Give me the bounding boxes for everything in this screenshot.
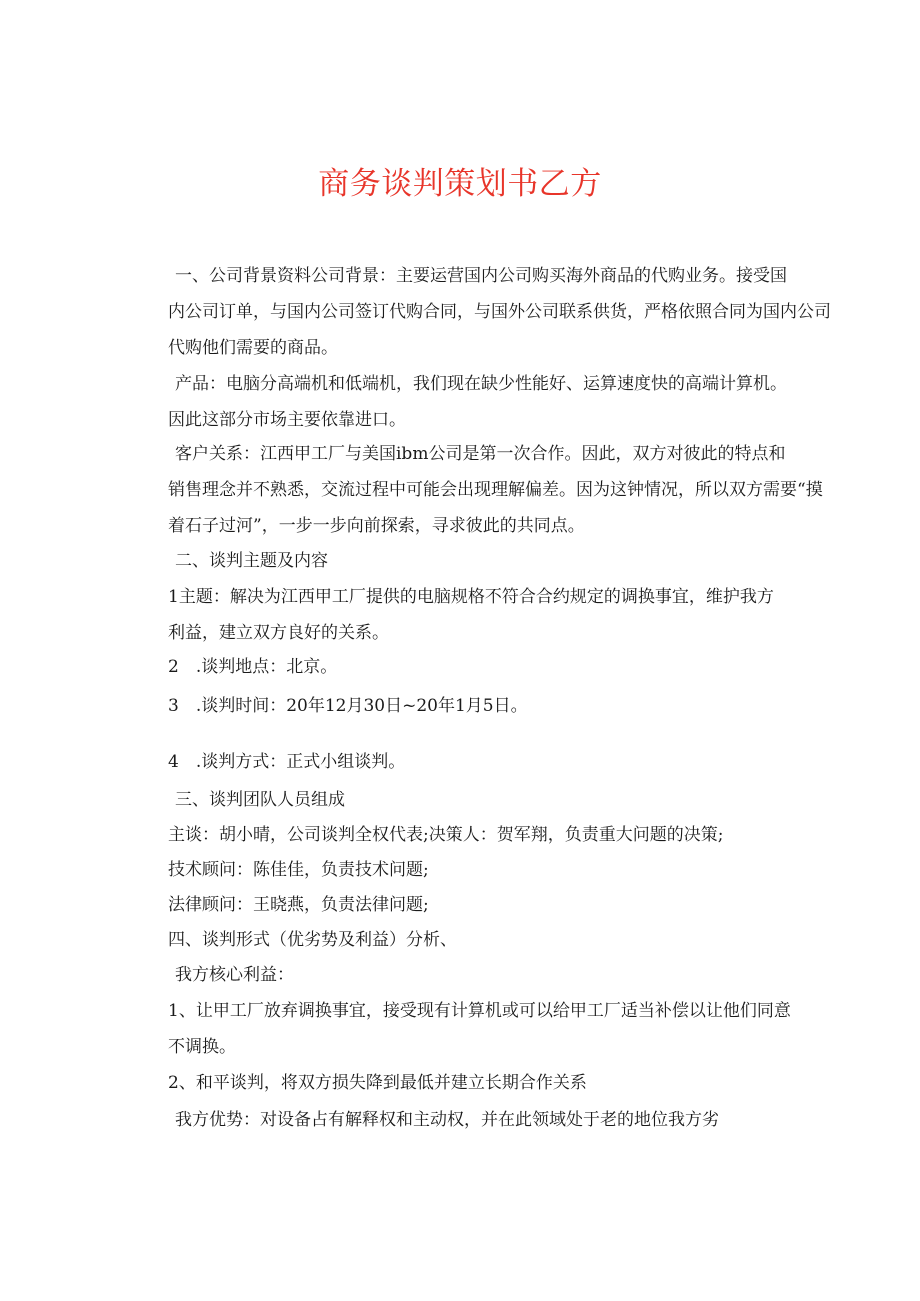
text-line: 3 .谈判时间：20年12月30日~20年1月5日。 [168,696,528,716]
paragraph-method [168,744,788,780]
text-line: 法律顾问：王晓燕，负责法律问题; [168,895,429,915]
paragraph-company-background [168,258,831,366]
text-line: 内公司订单，与国内公司签订代购合同，与国外公司联系供货，严格依照合同为国内公司 [168,302,831,322]
text-line: 三、谈判团队人员组成 [175,790,345,810]
paragraph-interest-2 [168,1065,788,1101]
text-line: 我方核心利益： [175,965,294,985]
text-line: 技术顾问：陈佳佳，负责技术问题; [168,860,429,880]
text-line: 1、让甲工厂放弃调换事宜，接受现有计算机或可以给甲工厂适当补偿以让他们同意 [168,1001,791,1021]
text-line: 我方优势：对设备占有解释权和主动权，并在此领域处于老的地位我方劣 [175,1110,719,1130]
text-line: 二、谈判主题及内容 [175,551,328,571]
paragraph-topic [168,579,788,651]
paragraph-customer-relations [168,436,823,544]
section-heading-negotiation-topic [175,543,795,579]
paragraph-interest-1 [168,993,791,1065]
paragraph-advantages [175,1102,795,1138]
document-title: 商务谈判策划书乙方 [318,166,602,202]
paragraph-time [168,688,788,724]
text-line: 因此这部分市场主要依靠进口。 [168,410,406,430]
paragraph-location [168,649,788,685]
text-line: 产品：电脑分高端机和低端机，我们现在缺少性能好、运算速度快的高端计算机。 [175,374,787,394]
text-line: 着石子过河”，一步一步向前探索，寻求彼此的共同点。 [168,516,585,536]
text-line: 不调换。 [168,1037,236,1057]
text-line: 2 .谈判地点：北京。 [168,657,338,677]
text-line: 代购他们需要的商品。 [168,338,338,358]
paragraph-tech-advisor [168,852,788,888]
text-line: 2、和平谈判，将双方损失降到最低并建立长期合作关系 [168,1073,587,1093]
text-line: 四、谈判形式（优劣势及利益）分析、 [168,930,457,950]
text-line: 主谈：胡小晴，公司谈判全权代表;决策人：贺军翔，负责重大问题的决策; [168,825,724,845]
text-line: 一、公司背景资料公司背景：主要运营国内公司购买海外商品的代购业务。接受国 [175,266,787,286]
section-heading-team [175,782,795,818]
paragraph-legal-advisor [168,887,788,923]
text-line: 客户关系：江西甲工厂与美国ibm公司是第一次合作。因此，双方对彼此的特点和 [175,444,786,464]
text-line: 1主题：解决为江西甲工厂提供的电脑规格不符合合约规定的调换事宜，维护我方 [168,587,774,607]
text-line: 利益，建立双方良好的关系。 [168,623,389,643]
section-heading-analysis [168,922,788,958]
paragraph-products [168,366,795,438]
text-line: 4 .谈判方式：正式小组谈判。 [168,752,406,772]
text-line: 销售理念并不熟悉，交流过程中可能会出现理解偏差。因为这钟情况，所以双方需要“摸 [168,480,823,500]
paragraph-lead-negotiator [168,817,788,853]
paragraph-core-interests [175,957,795,993]
